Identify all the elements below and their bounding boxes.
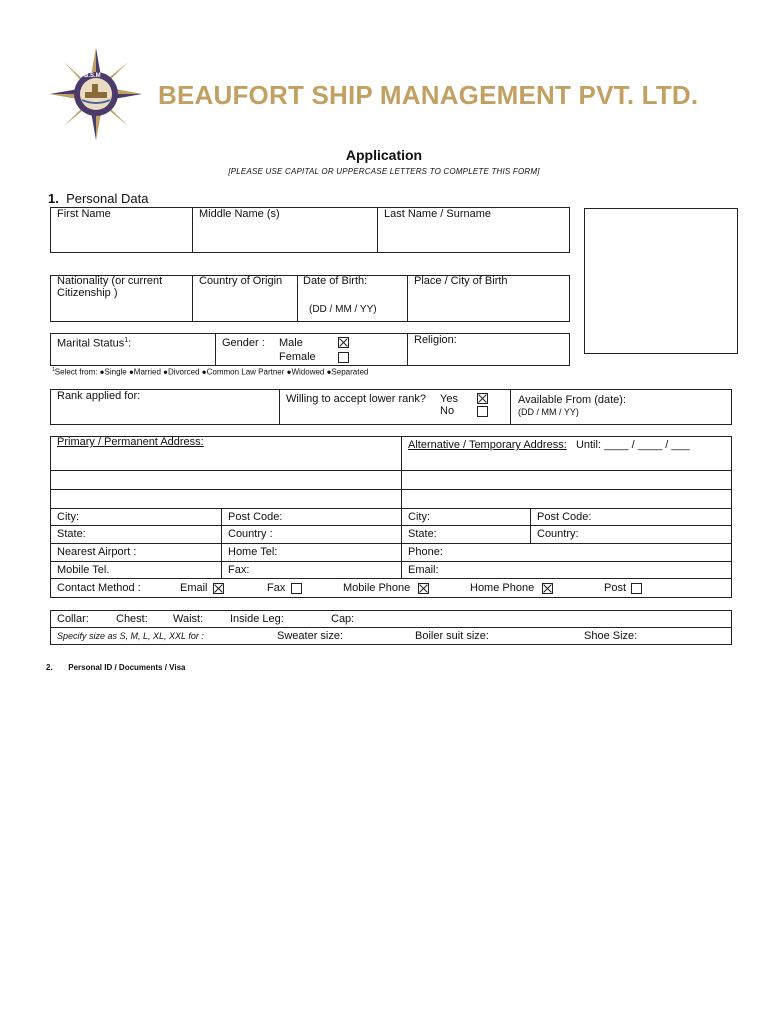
gender-male-checkbox[interactable]	[338, 337, 349, 348]
form-title: Application	[345, 147, 423, 163]
home-tel-field[interactable]: Home Tel:	[228, 546, 278, 558]
phone-field[interactable]: Phone:	[408, 546, 443, 558]
inside-leg-field[interactable]: Inside Leg:	[230, 613, 284, 625]
name-row	[50, 207, 570, 253]
post-code-field-right[interactable]: Post Code:	[537, 511, 592, 523]
post-code-field-left[interactable]: Post Code:	[228, 511, 283, 523]
first-name-field[interactable]: First Name	[57, 208, 111, 220]
section-2-heading	[46, 663, 185, 672]
fax-field[interactable]: Fax:	[228, 564, 250, 576]
contact-fax-checkbox[interactable]	[291, 583, 302, 594]
logo-text: B.S.M	[84, 73, 101, 79]
waist-field[interactable]: Waist:	[173, 613, 204, 625]
date-of-birth-field[interactable]: Date of Birth:	[303, 275, 368, 287]
company-logo	[48, 46, 144, 142]
lower-rank-no-label: No	[440, 405, 455, 417]
shoe-size-field[interactable]: Shoe Size:	[584, 630, 638, 642]
gender-female-label: Female	[279, 351, 316, 363]
sizes-note: Specify size as S, M, L, XL, XXL for :	[57, 631, 204, 641]
mobile-tel-field[interactable]: Mobile Tel.	[57, 564, 110, 576]
contact-fax-label: Fax	[267, 582, 286, 594]
contact-mobile-label: Mobile Phone	[343, 582, 411, 594]
last-name-field[interactable]: Last Name / Surname	[384, 208, 491, 220]
state-field-left[interactable]: State:	[57, 528, 86, 540]
available-from-field[interactable]: Available From (date):	[518, 394, 627, 406]
gender-male-label: Male	[279, 337, 303, 349]
contact-post-label: Post	[604, 582, 627, 594]
state-field-right[interactable]: State:	[408, 528, 437, 540]
section-2-title: Personal ID / Documents / Visa	[68, 663, 186, 672]
gender-label: Gender :	[222, 337, 265, 349]
lower-rank-label: Willing to accept lower rank?	[286, 393, 427, 405]
lower-rank-yes-label: Yes	[440, 393, 458, 405]
company-name: BEAUFORT SHIP MANAGEMENT PVT. LTD.	[158, 80, 699, 110]
contact-home-checkbox[interactable]	[542, 583, 553, 594]
religion-field[interactable]: Religion:	[414, 334, 457, 346]
middle-name-field[interactable]: Middle Name (s)	[199, 208, 280, 220]
gender-female-checkbox[interactable]	[338, 352, 349, 363]
marital-footnote: $^1$Select from: ●Single ●Married ●Divorced ●Common Law Partner ●Widowed ●Separated	[52, 367, 369, 377]
marital-status-field[interactable]: Marital Status$^1$:	[57, 337, 132, 350]
contact-method-label: Contact Method :	[57, 582, 141, 594]
form-instruction: [PLEASE USE CAPITAL OR UPPERCASE LETTERS TO COMPLETE THIS FORM]	[228, 167, 540, 176]
section-1-title: Personal Data	[66, 191, 149, 206]
contact-email-label: Email	[180, 582, 208, 594]
city-field-right[interactable]: City:	[408, 511, 430, 523]
address-block	[50, 436, 732, 598]
nationality-label-1[interactable]: Nationality (or current	[57, 275, 163, 287]
country-field-right[interactable]: Country:	[537, 528, 579, 540]
nearest-airport-field[interactable]: Nearest Airport :	[57, 546, 137, 558]
contact-mobile-checkbox[interactable]	[418, 583, 429, 594]
contact-post-checkbox[interactable]	[631, 583, 642, 594]
cap-field[interactable]: Cap:	[331, 613, 355, 625]
primary-address-label: Primary / Permanent Address:	[57, 436, 204, 448]
contact-home-label: Home Phone	[470, 582, 535, 594]
chest-field[interactable]: Chest:	[116, 613, 148, 625]
photo-box[interactable]	[584, 208, 738, 354]
section-2-number: 2.	[46, 663, 53, 672]
lower-rank-yes-checkbox[interactable]	[477, 393, 488, 404]
contact-email-checkbox[interactable]	[213, 583, 224, 594]
sweater-size-field[interactable]: Sweater size:	[277, 630, 344, 642]
available-from-format: (DD / MM / YY)	[518, 407, 579, 417]
rank-applied-field[interactable]: Rank applied for:	[57, 390, 141, 402]
alt-address-label: Alternative / Temporary Address: Until: ____ / ____ / ___	[408, 439, 690, 451]
boiler-suit-size-field[interactable]: Boiler suit size:	[415, 630, 489, 642]
section-1-number: 1.	[48, 191, 59, 206]
country-field-left[interactable]: Country :	[228, 528, 273, 540]
dob-format: (DD / MM / YY)	[309, 304, 377, 315]
email-field[interactable]: Email:	[408, 564, 439, 576]
place-of-birth-field[interactable]: Place / City of Birth	[414, 275, 508, 287]
lower-rank-no-checkbox[interactable]	[477, 406, 488, 417]
collar-field[interactable]: Collar:	[57, 613, 89, 625]
country-of-origin-field[interactable]: Country of Origin	[199, 275, 283, 287]
nationality-label-2: Citizenship )	[57, 287, 118, 299]
city-field-left[interactable]: City:	[57, 511, 79, 523]
section-1-heading	[48, 191, 148, 206]
